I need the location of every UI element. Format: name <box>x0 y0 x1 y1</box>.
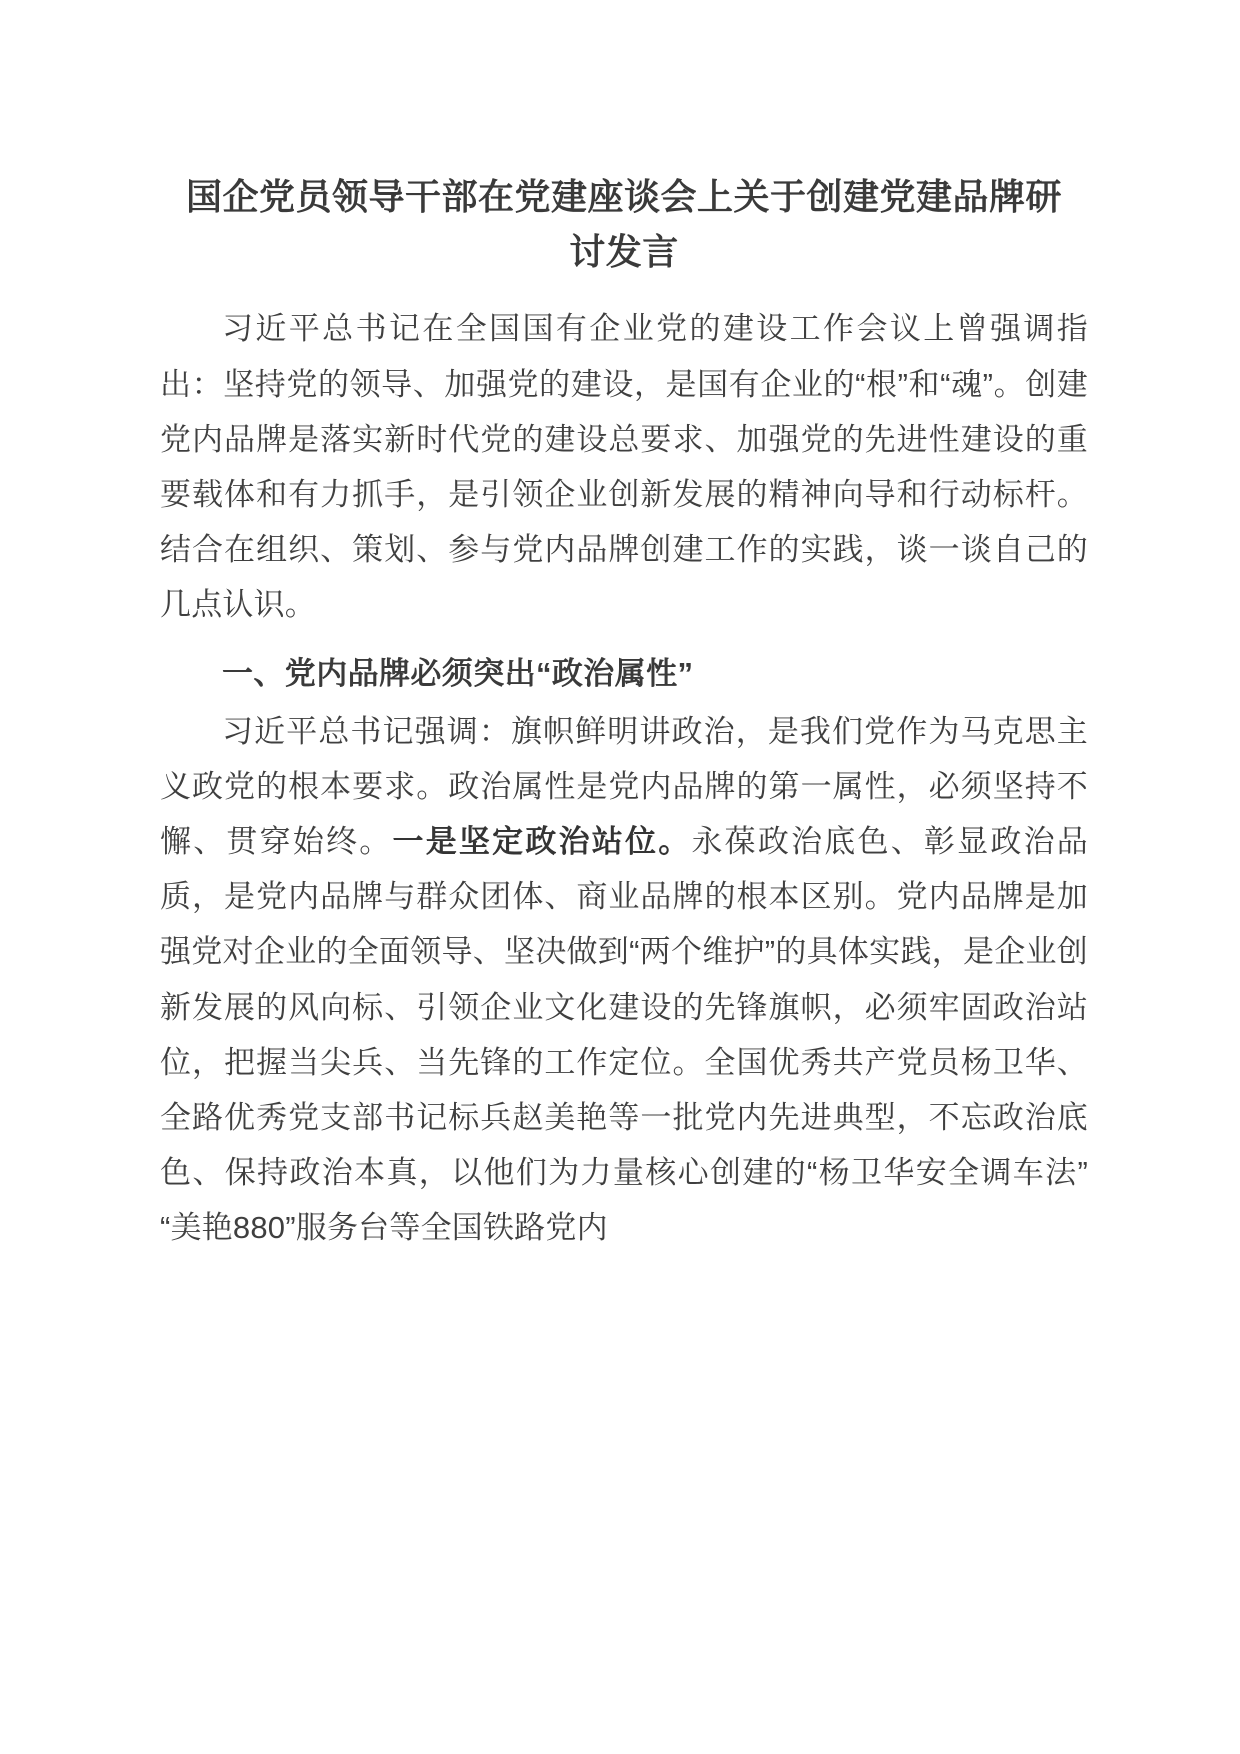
section-one-body-text-b: 永葆政治底色、彰显政治品质，是党内品牌与群众团体、商业品牌的根本区别。党内品牌是加强党对企业的全面领导、坚决做到“两个维护”的具体实践，是企业创新发展的风向标、引领企业文化建设的先锋旗帜，必须牢固政治站位，把握当尖兵、当先锋的工作定位。全国优秀共产党员杨卫华、全路优秀党支部书记标兵赵美艳等一批党内先进典型，不忘政治底色、保持政治本真，以他们为力量核心创建的“杨卫华安全调车法”“美艳880”服务台等全国铁路党内 <box>160 823 1088 1246</box>
section-heading-one: 一、党内品牌必须突出“政治属性” <box>222 656 694 692</box>
section-one-body-text-a: 习近平总书记强调：旗帜鲜明讲政治，是我们党作为马克思主义政党的根本要求。政治属性是党内品牌的第一属性，必须坚持不懈、贯穿始终。 <box>160 713 1088 859</box>
intro-paragraph: 习近平总书记在全国国有企业党的建设工作会议上曾强调指出：坚持党的领导、加强党的建设，是国有企业的“根”和“魂”。创建党内品牌是落实新时代党的建设总要求、加强党的先进性建设的重要载体和有力抓手，是引领企业创新发展的精神向导和行动标杆。结合在组织、策划、参与党内品牌创建工作的实践，谈一谈自己的几点认识。 <box>160 311 1088 623</box>
section-one-emphasis: 一是坚定政治站位。 <box>392 823 692 859</box>
section-one-body <box>160 704 1088 1256</box>
page-title: 国企党员领导干部在党建座谈会上关于创建党建品牌研讨发言 <box>185 176 1062 272</box>
